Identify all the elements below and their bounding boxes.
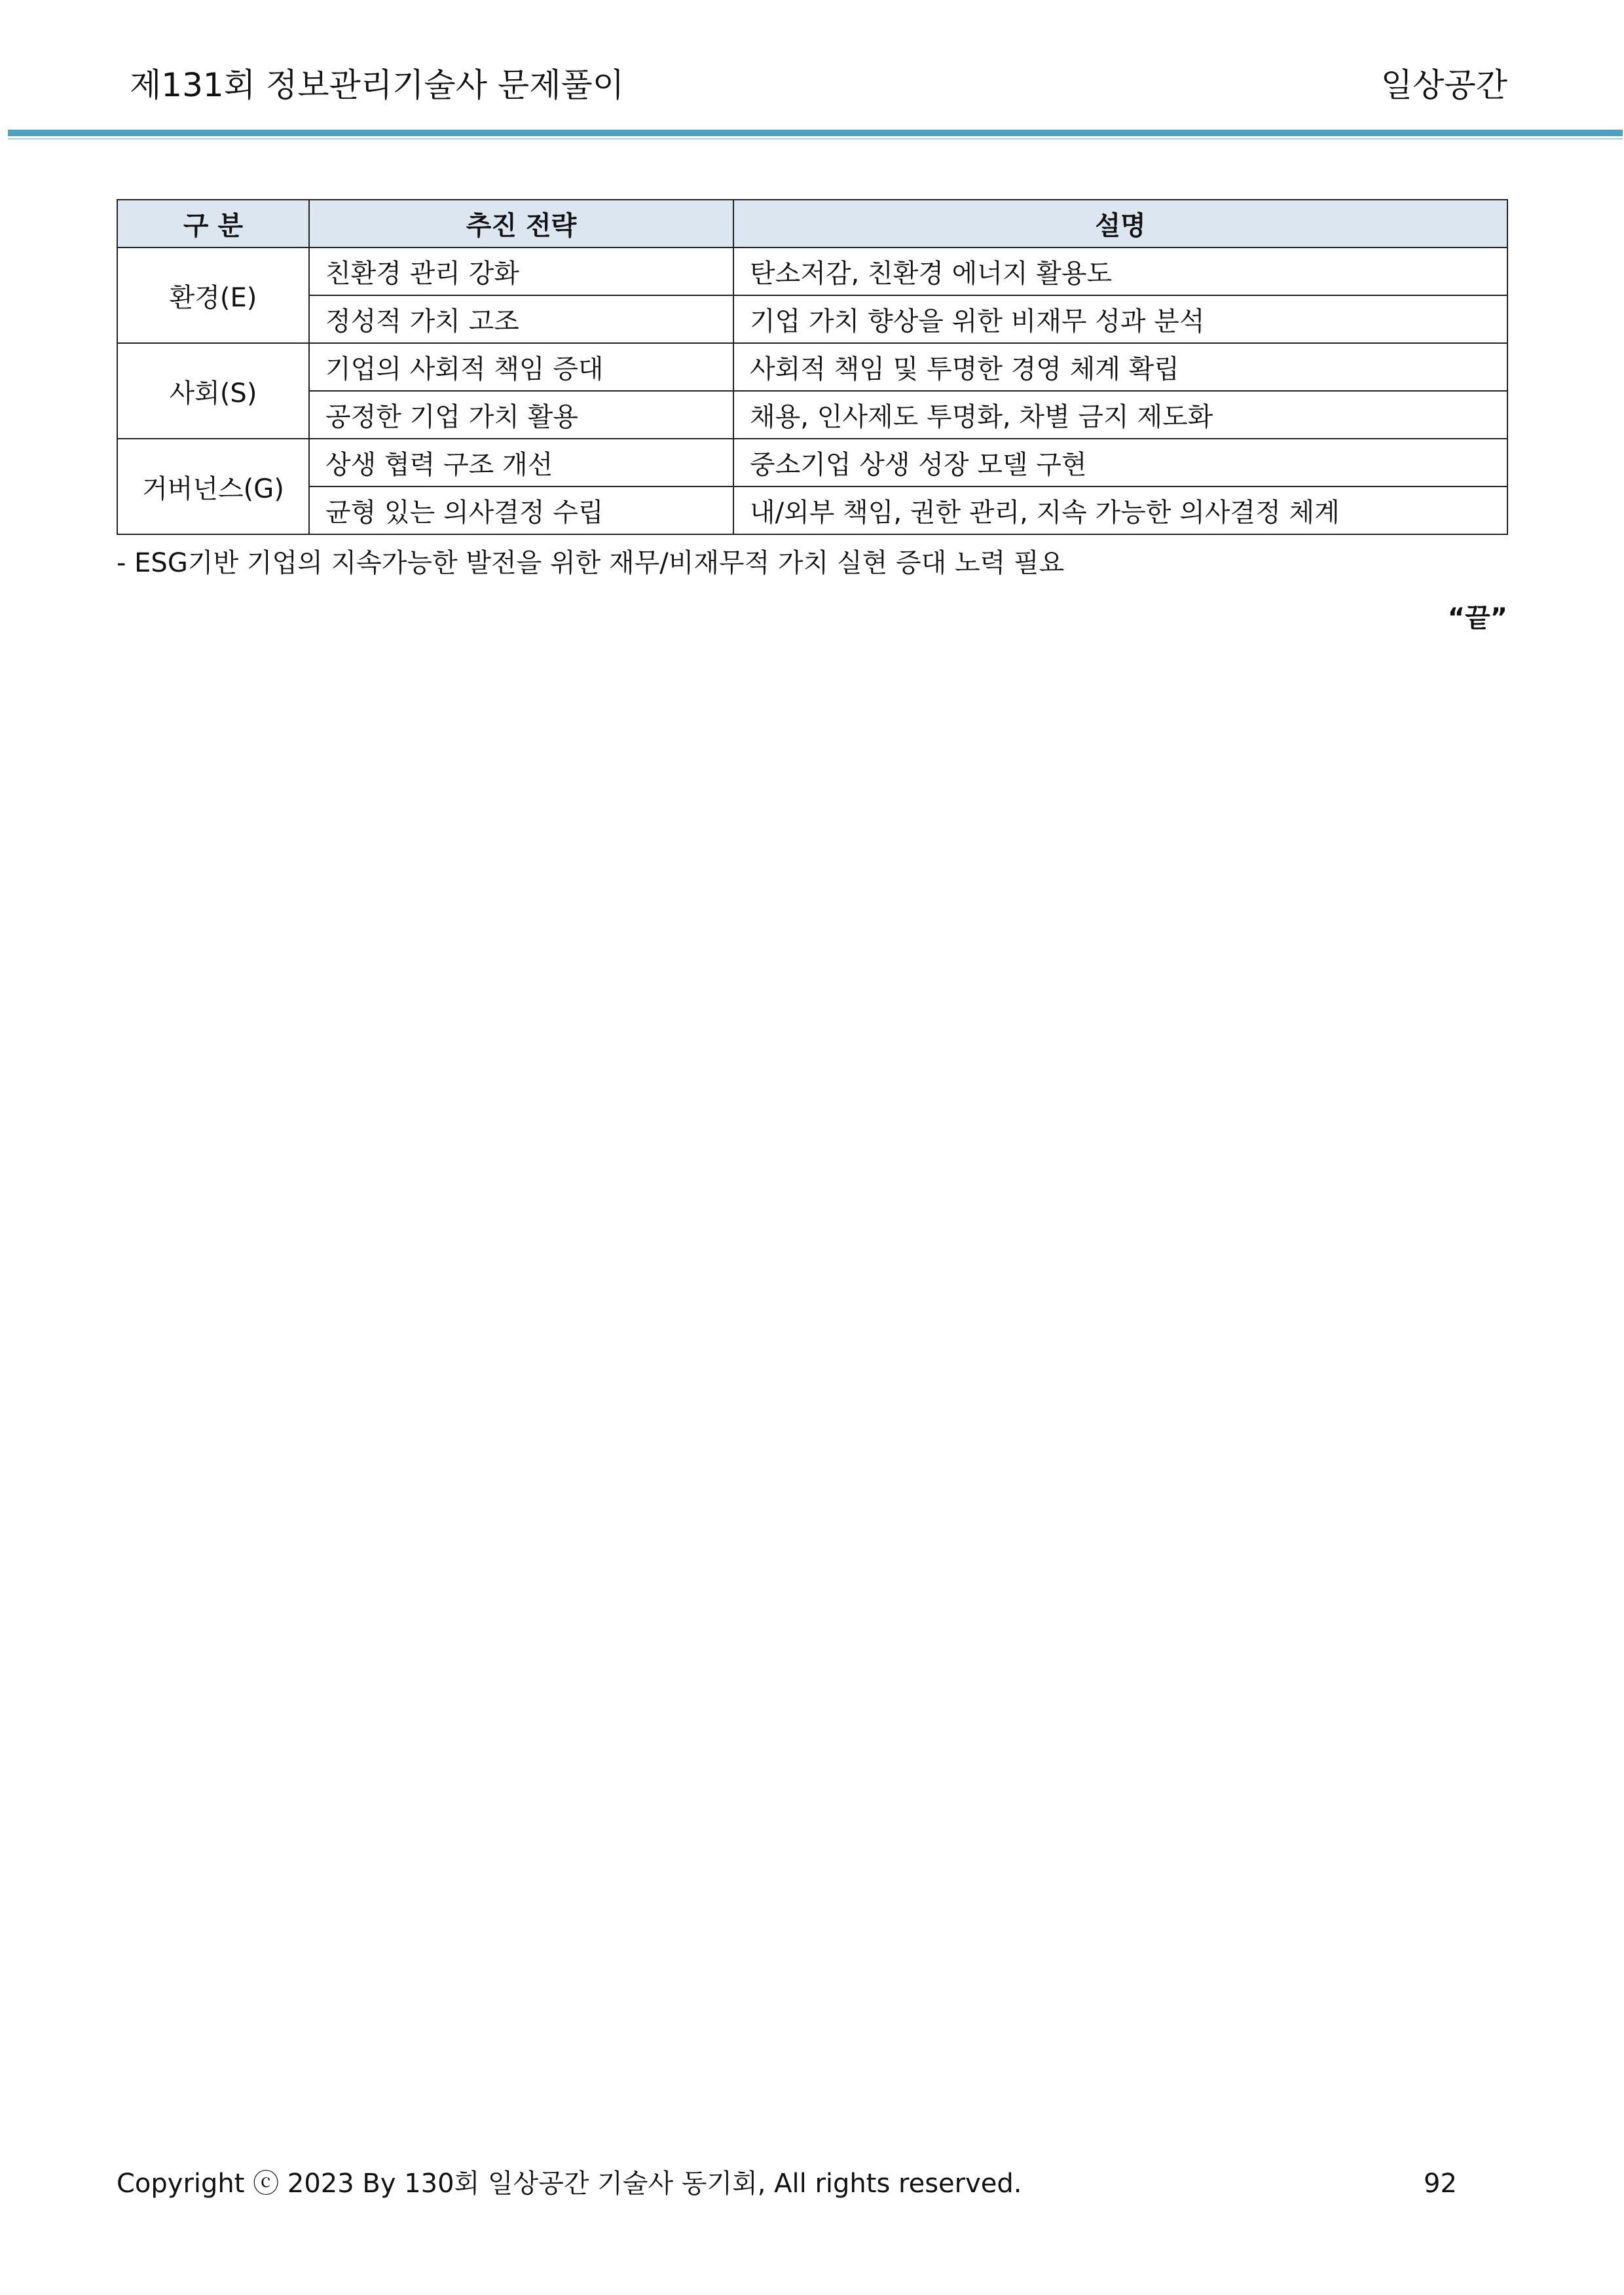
header-strategy: 추진 전략 [309,200,733,248]
header-divider-thin [8,138,1623,139]
table-row [117,343,1507,391]
table-row [117,295,1507,343]
strategy-cell: 정성적 가치 고조 [309,295,733,343]
table-row [117,487,1507,534]
header-brand: 일상공간 [1380,66,1507,104]
strategy-cell: 기업의 사회적 책임 증대 [309,343,733,391]
table-row [117,248,1507,295]
description-cell: 사회적 책임 및 투명한 경영 체계 확립 [733,343,1507,391]
end-mark: “끝” [1447,603,1507,633]
category-cell: 환경(E) [117,248,309,343]
table-header-row [117,200,1507,248]
description-cell: 중소기업 상생 성장 모델 구현 [733,439,1507,487]
description-cell: 탄소저감, 친환경 에너지 활용도 [733,248,1507,295]
summary-note: - ESG기반 기업의 지속가능한 발전을 위한 재무/비재무적 가치 실현 증대 노력 필요 [117,548,1065,578]
category-cell: 거버넌스(G) [117,439,309,534]
description-cell: 채용, 인사제도 투명화, 차별 금지 제도화 [733,391,1507,439]
strategy-cell: 공정한 기업 가치 활용 [309,391,733,439]
esg-strategy-table [117,199,1508,535]
header-category: 구 분 [117,200,309,248]
copyright-footer: Copyright ⓒ 2023 By 130회 일상공간 기술사 동기회, All rights reserved. [117,2169,1022,2199]
category-cell: 사회(S) [117,343,309,439]
table-row [117,391,1507,439]
description-cell: 기업 가치 향상을 위한 비재무 성과 분석 [733,295,1507,343]
strategy-cell: 친환경 관리 강화 [309,248,733,295]
page-number: 92 [1424,2169,1457,2199]
table-row [117,439,1507,487]
strategy-cell: 상생 협력 구조 개선 [309,439,733,487]
header-divider [8,130,1623,136]
header-description: 설명 [733,200,1507,248]
description-cell: 내/외부 책임, 권한 관리, 지속 가능한 의사결정 체계 [733,487,1507,534]
strategy-cell: 균형 있는 의사결정 수립 [309,487,733,534]
document-title: 제131회 정보관리기술사 문제풀이 [130,66,625,104]
